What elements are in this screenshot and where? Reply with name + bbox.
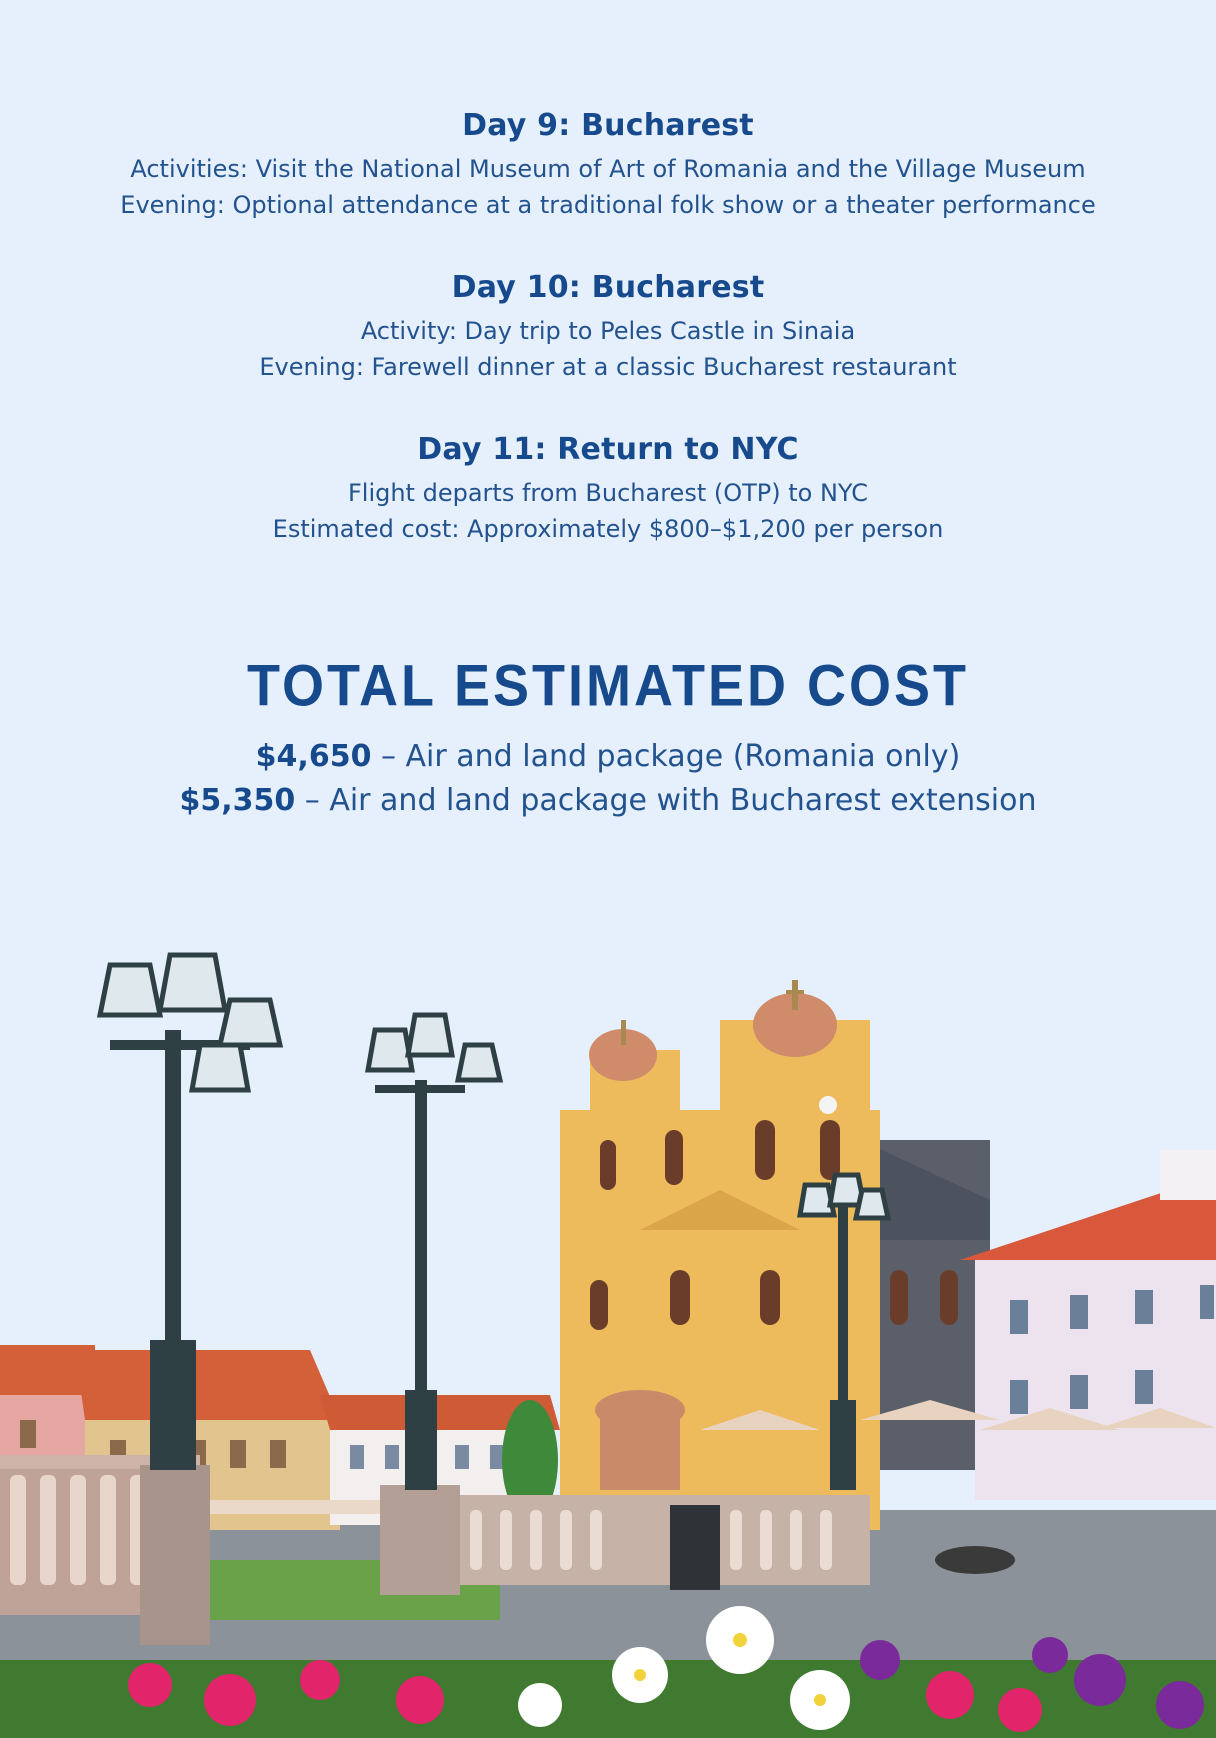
total-cost-heading: TOTAL ESTIMATED COST <box>246 653 969 719</box>
right-building <box>960 1150 1216 1500</box>
day-10-section <box>0 270 1216 385</box>
day-10-line-2: Evening: Farewell dinner at a classic Bucharest restaurant <box>259 353 957 381</box>
cost-amount: $4,650 <box>255 739 372 774</box>
trash-bin <box>670 1505 720 1590</box>
city-square-photo <box>0 940 1216 1738</box>
cost-description: – Air and land package (Romania only) <box>371 739 961 774</box>
day-9-line-1: Activities: Visit the National Museum of Art of Romania and the Village Museum <box>130 155 1086 183</box>
flower-planter <box>935 1546 1015 1574</box>
day-11-line-2: Estimated cost: Approximately $800–$1,200 per person <box>272 515 944 543</box>
day-11-section <box>0 432 1216 547</box>
day-9-section <box>0 108 1216 223</box>
day-9-line-2: Evening: Optional attendance at a traditional folk show or a theater performance <box>120 191 1096 219</box>
day-9-title: Day 9: Bucharest <box>462 108 754 143</box>
cost-item <box>0 735 1216 779</box>
day-11-line-1: Flight departs from Bucharest (OTP) to NYC <box>347 479 869 507</box>
day-10-title: Day 10: Bucharest <box>451 270 765 305</box>
cost-description: – Air and land package with Bucharest extension <box>295 783 1037 818</box>
cost-amount: $5,350 <box>179 783 296 818</box>
day-11-title: Day 11: Return to NYC <box>417 432 799 467</box>
day-10-line-1: Activity: Day trip to Peles Castle in Sinaia <box>360 317 856 345</box>
cost-item <box>0 779 1216 823</box>
cost-list <box>0 735 1216 823</box>
cathedral <box>560 980 990 1530</box>
